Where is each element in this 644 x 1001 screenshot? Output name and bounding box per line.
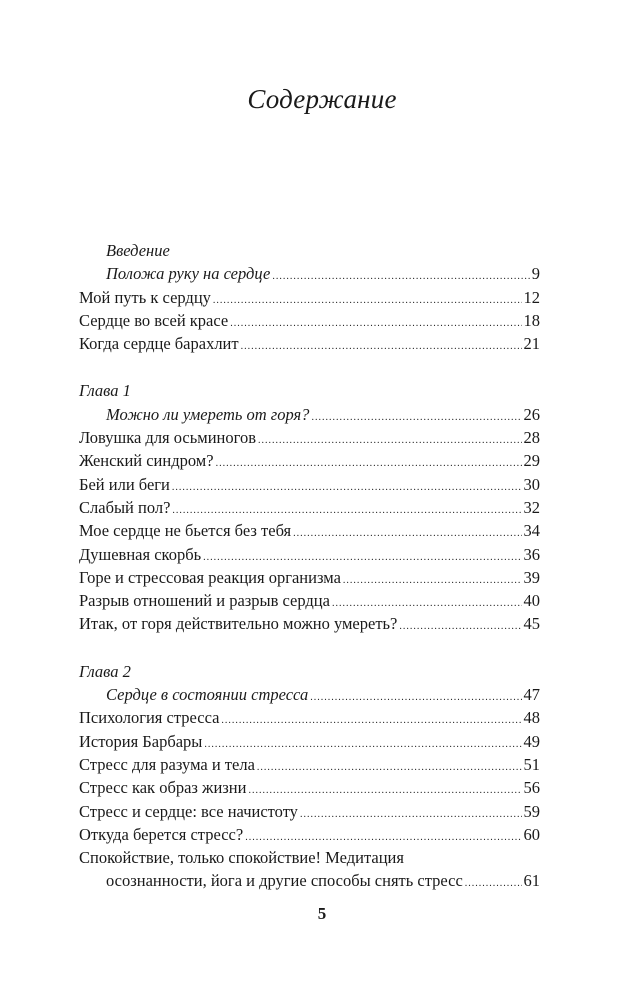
toc-entry[interactable] [79,683,540,706]
toc-entry-title: Сердце во всей красе [79,310,229,330]
toc-entry-page: 56 [523,778,540,798]
toc-entry[interactable] [79,262,540,285]
toc-entry-title: Спокойствие, только спокойствие! Медитация [79,848,404,868]
toc-entry-title: Стресс и сердце: все начистоту [79,801,298,821]
toc-entry-title: Бей или беги [79,474,170,494]
toc-entry-title: Откуда берется стресс? [79,824,244,844]
toc-entry[interactable] [79,426,540,449]
page-number: 5 [317,904,327,923]
toc-entry[interactable] [79,543,540,566]
toc-entry-title: Стресс для разума и тела [79,754,255,774]
toc-entry-page: 34 [523,521,540,541]
dot-leader [213,289,522,312]
toc-entry-title: Женский синдром? [79,451,214,471]
toc-entry-line-1[interactable] [79,846,540,869]
page-title: Содержание [247,84,397,114]
section-heading: Глава 2 [79,661,131,681]
dot-leader [221,709,521,732]
toc-entry-page: 51 [523,754,540,774]
toc-entry-page: 49 [523,731,540,751]
toc-entry-title: Горе и стрессовая реакция организма [79,567,341,587]
toc-entry-title: Душевная скорбь [79,544,202,564]
toc-entry-page: 61 [523,871,540,891]
toc-entry[interactable] [79,706,540,729]
toc-entry-title: Когда сердце барахлит [79,334,239,354]
dot-leader [241,335,522,358]
dot-leader [293,522,521,545]
dot-leader [230,312,521,335]
toc-entry[interactable] [79,800,540,823]
toc-section-chapter-2 [79,660,540,893]
dot-leader [300,803,522,826]
toc-entry-page: 18 [523,310,540,330]
dot-leader [172,476,522,499]
toc-entry[interactable] [79,753,540,776]
toc-entry-page: 45 [523,614,540,634]
toc-entry[interactable] [79,332,540,355]
toc-entry-page: 26 [523,404,540,424]
toc-entry-page: 32 [523,497,540,517]
toc-section-introduction [79,239,540,355]
toc-entry-title: Разрыв отношений и разрыв сердца [79,591,330,611]
toc-entry-title: Можно ли умереть от горя? [106,404,310,424]
toc-entry-title: Положа руку на сердце [106,264,271,284]
toc-entry-title: Психология стресса [79,708,220,728]
toc-entry-title: осознанности, йога и другие способы снять стресс [106,871,463,891]
toc-entry-page: 47 [523,685,540,705]
toc-entry[interactable] [79,449,540,472]
table-of-contents [79,239,540,893]
dot-leader [399,615,521,638]
dot-leader [311,406,521,429]
dot-leader [272,265,529,288]
toc-entry[interactable] [79,519,540,542]
toc-entry-line-2[interactable] [79,869,540,892]
dot-leader [310,686,521,709]
toc-entry-page: 48 [523,708,540,728]
toc-entry-title: Итак, от горя действительно можно умереть? [79,614,398,634]
toc-entry[interactable] [79,286,540,309]
toc-entry-page: 21 [523,334,540,354]
dot-leader [465,872,522,895]
toc-entry-title: Слабый пол? [79,497,171,517]
toc-entry-page: 40 [523,591,540,611]
toc-entry[interactable] [79,496,540,519]
toc-entry-page: 60 [523,824,540,844]
toc-entry-title: Сердце в состоянии стресса [106,685,309,705]
toc-entry-title: Мое сердце не бьется без тебя [79,521,292,541]
toc-entry-page: 36 [523,544,540,564]
dot-leader [258,429,521,452]
toc-entry-title: Стресс как образ жизни [79,778,247,798]
toc-entry-page: 28 [523,428,540,448]
toc-entry-title: Мой путь к сердцу [79,287,211,307]
toc-entry[interactable] [79,403,540,426]
toc-entry[interactable] [79,776,540,799]
toc-entry[interactable] [79,473,540,496]
toc-entry-page: 29 [523,451,540,471]
dot-leader [216,452,522,475]
toc-entry-page: 30 [523,474,540,494]
toc-entry[interactable] [79,309,540,332]
toc-entry[interactable] [79,823,540,846]
section-heading: Введение [106,241,170,260]
section-heading: Глава 1 [79,381,131,401]
toc-entry-title: Ловушка для осьминогов [79,428,257,448]
toc-entry[interactable] [79,566,540,589]
toc-entry-title: История Барбары [79,731,203,751]
dot-leader [343,569,522,592]
toc-entry-page: 12 [523,287,540,307]
toc-entry[interactable] [79,730,540,753]
toc-entry-page: 39 [523,567,540,587]
toc-section-chapter-1 [79,379,540,635]
toc-entry[interactable] [79,589,540,612]
dot-leader [257,756,522,779]
toc-entry[interactable] [79,612,540,635]
toc-entry-page: 59 [523,801,540,821]
toc-entry-page: 9 [531,264,540,284]
